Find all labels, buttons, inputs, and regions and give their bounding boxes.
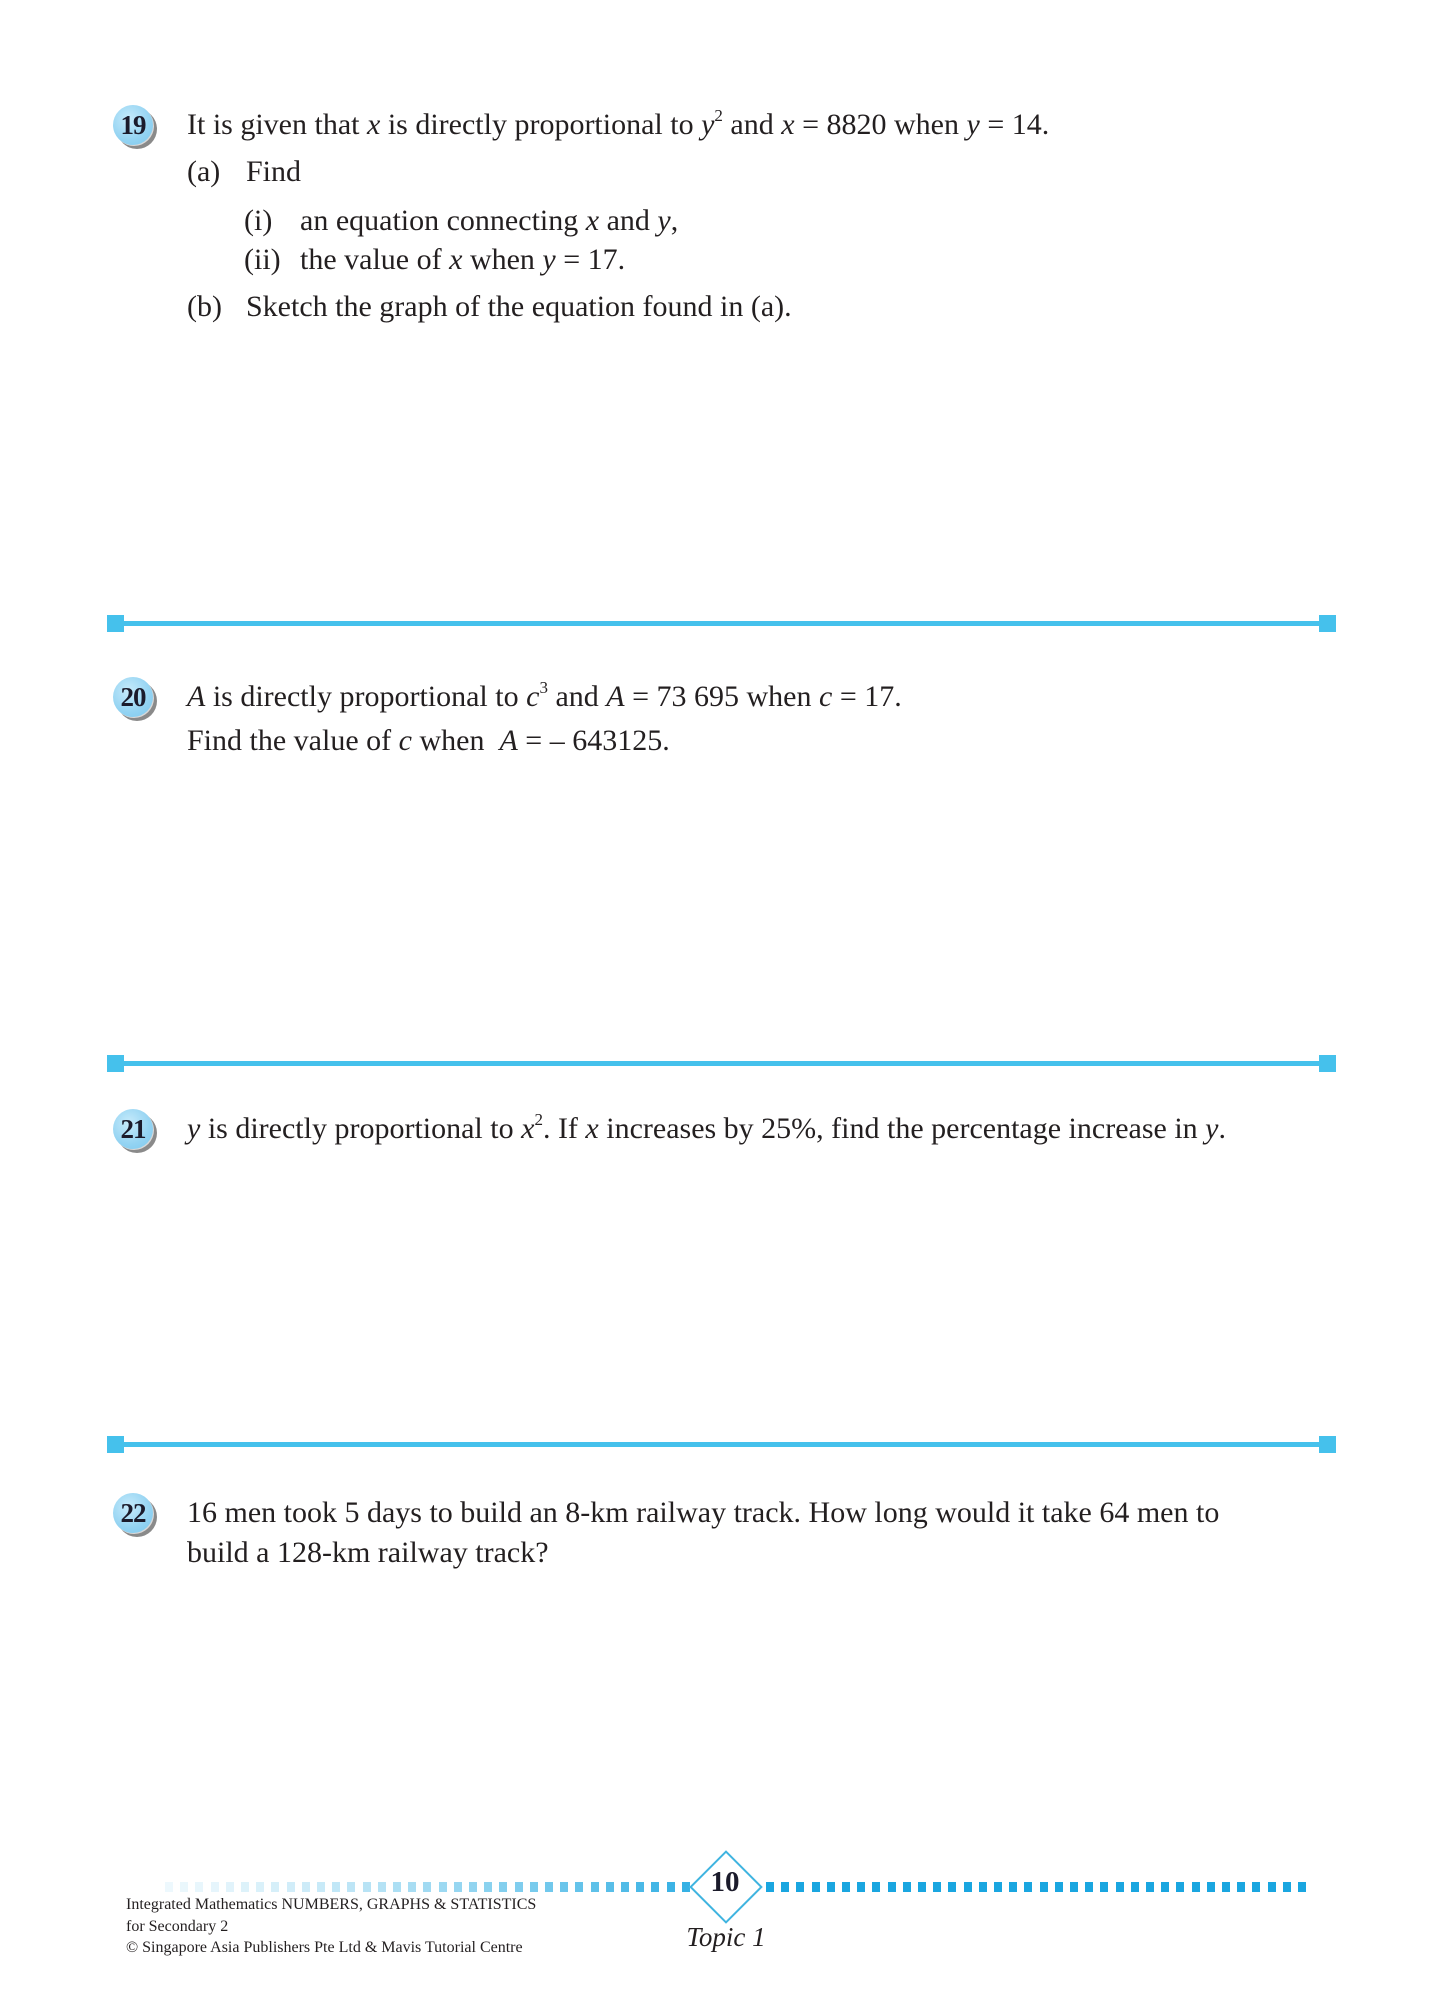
- variable: c: [398, 724, 412, 757]
- footer-dot: [1146, 1882, 1154, 1892]
- divider-end-square: [1319, 1436, 1336, 1453]
- variable: A: [606, 680, 625, 713]
- footer-dot: [591, 1882, 599, 1892]
- question-20-line-2: [187, 726, 670, 756]
- footer-book-info: [126, 1894, 536, 1959]
- footer-dot: [1055, 1882, 1063, 1892]
- text: the value of: [300, 243, 450, 276]
- footer-dot: [256, 1882, 264, 1892]
- footer-dot: [636, 1882, 644, 1892]
- variable: x: [449, 243, 463, 276]
- footer-dot: [903, 1882, 911, 1892]
- exponent: 2: [534, 1110, 543, 1129]
- text: an equation connecting: [300, 204, 586, 237]
- footer-dot: [332, 1882, 340, 1892]
- text: . If: [542, 1112, 586, 1145]
- footer-dot: [1040, 1882, 1048, 1892]
- footer-dot: [408, 1882, 416, 1892]
- variable: x: [585, 204, 600, 237]
- text: = 73 695 when: [624, 680, 819, 713]
- part-a-label: (a): [187, 155, 221, 188]
- variable: A: [187, 680, 206, 713]
- variable: y: [966, 108, 980, 141]
- footer-dot: [796, 1882, 804, 1892]
- footer-dot: [888, 1882, 896, 1892]
- footer-dot: [287, 1882, 295, 1892]
- footer-dot: [317, 1882, 325, 1892]
- footer-dot: [1009, 1882, 1017, 1892]
- part-b-label: (b): [187, 290, 222, 323]
- question-20-line-1: [187, 678, 902, 713]
- text: ,: [670, 204, 679, 237]
- footer-dot: [979, 1882, 987, 1892]
- footer-dot: [454, 1882, 462, 1892]
- footer-dot: [499, 1882, 507, 1892]
- footer-dot: [1192, 1882, 1200, 1892]
- divider-end-square: [1319, 1055, 1336, 1072]
- footer-dot: [560, 1882, 568, 1892]
- footer-dot: [302, 1882, 310, 1892]
- footer-dot: [1176, 1882, 1184, 1892]
- part-a-text: Find: [246, 155, 302, 188]
- footer-dot: [812, 1882, 820, 1892]
- divider-line: [115, 621, 1330, 626]
- footer-dot: [423, 1882, 431, 1892]
- footer-dot: [842, 1882, 850, 1892]
- text: is directly proportional to: [380, 108, 702, 141]
- part-ii-text: [300, 245, 625, 275]
- footer-dot: [1100, 1882, 1108, 1892]
- footer-dot: [439, 1882, 447, 1892]
- footer-dot: [545, 1882, 553, 1892]
- footer-book-level: for Secondary 2: [126, 1917, 229, 1935]
- text: and: [599, 204, 658, 237]
- footer-dot: [964, 1882, 972, 1892]
- part-i-label: (i): [244, 204, 273, 237]
- footer-dot: [918, 1882, 926, 1892]
- footer-dot: [241, 1882, 249, 1892]
- footer-dot: [195, 1882, 203, 1892]
- divider-end-square: [1319, 615, 1336, 632]
- question-19-stem: [187, 106, 1050, 141]
- question-22-line-2: build a 128-km railway track?: [187, 1536, 549, 1569]
- footer-dot: [1222, 1882, 1230, 1892]
- footer-dot: [994, 1882, 1002, 1892]
- text: Find the value of: [187, 724, 399, 757]
- page-number: 10: [710, 1866, 740, 1898]
- question-21-line-1: [187, 1110, 1226, 1145]
- footer-dot: [165, 1882, 173, 1892]
- footer-copyright: © Singapore Asia Publishers Pte Ltd & Mavis Tutorial Centre: [126, 1939, 523, 1956]
- variable: y: [542, 243, 556, 276]
- question-number-badge: [113, 1109, 153, 1149]
- question-number: 19: [120, 110, 146, 140]
- footer-dot: [1207, 1882, 1215, 1892]
- question-number: 20: [120, 682, 146, 712]
- variable: x: [521, 1112, 535, 1145]
- part-i-text: [300, 206, 678, 236]
- footer-dot: [827, 1882, 835, 1892]
- question-number-badge: [113, 1493, 153, 1533]
- text: = 17.: [832, 680, 902, 713]
- footer-dot: [378, 1882, 386, 1892]
- variable: c: [526, 680, 540, 713]
- text: and: [547, 680, 607, 713]
- footer-dot: [363, 1882, 371, 1892]
- footer-dot: [1237, 1882, 1245, 1892]
- divider-line: [115, 1061, 1330, 1066]
- footer-dot: [1283, 1882, 1291, 1892]
- text: = 17.: [555, 243, 626, 276]
- part-ii-label: (ii): [244, 243, 281, 276]
- topic-label: Topic 1: [686, 1922, 766, 1952]
- footer-dot: [667, 1882, 675, 1892]
- variable: c: [819, 680, 833, 713]
- variable: x: [366, 108, 381, 141]
- footer-dot: [271, 1882, 279, 1892]
- footer-dot: [1131, 1882, 1139, 1892]
- footer-dot: [857, 1882, 865, 1892]
- variable: y: [187, 1112, 201, 1145]
- footer-dot: [1298, 1882, 1306, 1892]
- text: when: [462, 243, 543, 276]
- footer-dot: [1268, 1882, 1276, 1892]
- footer-dot: [575, 1882, 583, 1892]
- footer-dot: [872, 1882, 880, 1892]
- variable: y: [1205, 1112, 1219, 1145]
- footer-dot: [933, 1882, 941, 1892]
- divider-line: [115, 1442, 1330, 1447]
- question-22-line-1: 16 men took 5 days to build an 8-km railway track. How long would it take 64 men to: [187, 1496, 1220, 1529]
- variable: y: [701, 108, 715, 141]
- footer-dot: [1116, 1882, 1124, 1892]
- part-b-text: Sketch the graph of the equation found in (a).: [246, 290, 792, 323]
- footer-dot: [606, 1882, 614, 1892]
- text: and: [722, 108, 782, 141]
- variable: A: [499, 724, 518, 757]
- footer-dot: [515, 1882, 523, 1892]
- text: when: [411, 724, 500, 757]
- footer-dot: [484, 1882, 492, 1892]
- footer-dot: [1085, 1882, 1093, 1892]
- footer-book-title: Integrated Mathematics NUMBERS, GRAPHS & STATISTICS: [126, 1896, 537, 1913]
- variable: y: [657, 204, 671, 237]
- variable: x: [585, 1112, 599, 1145]
- question-number-badge: [113, 105, 153, 145]
- footer-dot: [948, 1882, 956, 1892]
- footer-dot: [1070, 1882, 1078, 1892]
- text: increases by 25%, find the percentage increase in: [598, 1112, 1206, 1145]
- exponent: 3: [539, 678, 548, 697]
- footer-dot: [1161, 1882, 1169, 1892]
- footer-dot: [530, 1882, 538, 1892]
- question-number-badge: [113, 677, 153, 717]
- footer-dot: [1024, 1882, 1032, 1892]
- text: = 14.: [979, 108, 1050, 141]
- footer-dot: [621, 1882, 629, 1892]
- text: .: [1218, 1112, 1226, 1145]
- text: = 8820 when: [794, 108, 967, 141]
- footer-dot: [766, 1882, 774, 1892]
- exponent: 2: [714, 106, 723, 125]
- footer-dot: [211, 1882, 219, 1892]
- footer-dot: [226, 1882, 234, 1892]
- text: is directly proportional to: [200, 1112, 522, 1145]
- footer-dot: [393, 1882, 401, 1892]
- footer-dot: [1252, 1882, 1260, 1892]
- footer-dot: [347, 1882, 355, 1892]
- footer-dot: [469, 1882, 477, 1892]
- text: It is given that: [187, 108, 367, 141]
- footer-dot: [180, 1882, 188, 1892]
- question-number: 22: [120, 1498, 146, 1528]
- text: = – 643125.: [517, 724, 670, 757]
- question-number: 21: [120, 1114, 146, 1144]
- variable: x: [781, 108, 795, 141]
- text: is directly proportional to: [205, 680, 527, 713]
- footer-dot: [781, 1882, 789, 1892]
- footer-dot: [651, 1882, 659, 1892]
